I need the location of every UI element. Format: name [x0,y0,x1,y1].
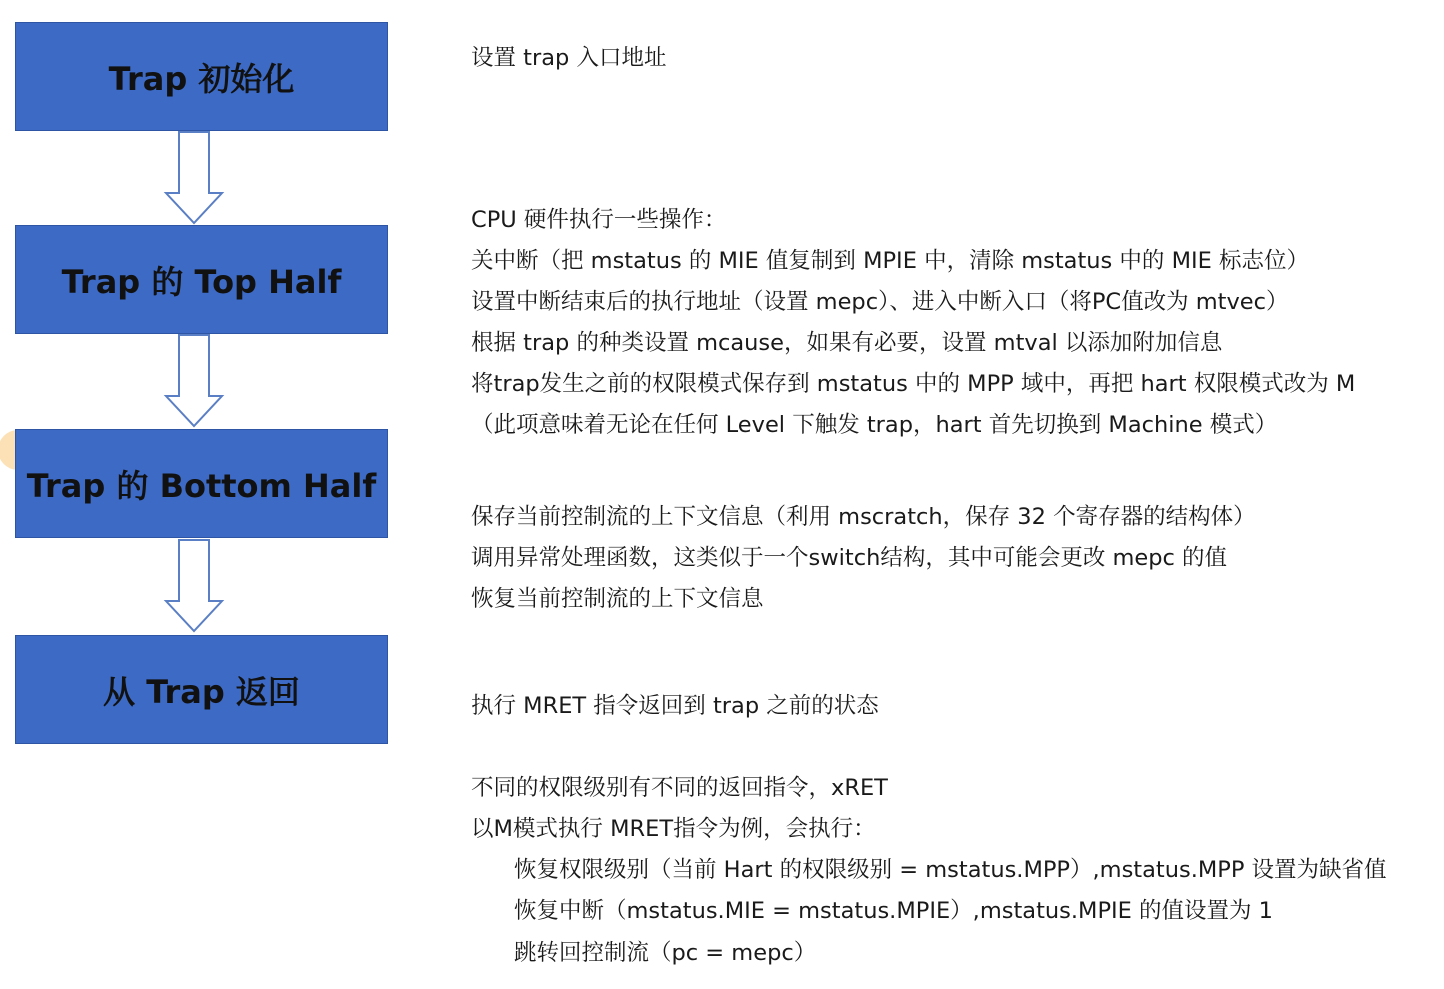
down-arrow-icon [163,539,225,633]
note-return-line: 执行 MRET 指令返回到 trap 之前的状态 [471,693,879,719]
note-init-line: 设置 trap 入口地址 [471,45,667,71]
note-xret-step: 跳转回控制流（pc = mepc） [514,940,817,966]
note-top-half-line: 关中断（把 mstatus 的 MIE 值复制到 MPIE 中，清除 mstatus 中的 MIE 标志位） [471,248,1309,274]
note-bottom-half-line: 保存当前控制流的上下文信息（利用 mscratch，保存 32 个寄存器的结构体） [471,504,1256,530]
note-top-half-line: 将trap发生之前的权限模式保存到 mstatus 中的 MPP 域中，再把 hart 权限模式改为 M [471,371,1356,397]
down-arrow-icon [163,131,225,225]
note-xret-line: 以M模式执行 MRET指令为例，会执行： [471,816,876,842]
note-bottom-half-line: 调用异常处理函数，这类似于一个switch结构，其中可能会更改 mepc 的值 [471,545,1228,571]
note-bottom-half-line: 恢复当前控制流的上下文信息 [471,586,764,612]
note-xret-step: 恢复权限级别（当前 Hart 的权限级别 = mstatus.MPP）,mstatus.MPP 设置为缺省值 [514,857,1387,883]
note-top-half-line: 设置中断结束后的执行地址（设置 mepc）、进入中断入口（将PC值改为 mtvec） [471,289,1289,315]
note-top-half-line: （此项意味着无论在任何 Level 下触发 trap，hart 首先切换到 Machine 模式） [471,412,1278,438]
note-top-half-line: 根据 trap 的种类设置 mcause，如果有必要，设置 mtval 以添加附加信息 [471,330,1223,356]
flow-step-return [15,635,388,744]
flow-step-label: Trap 初始化 [108,59,295,98]
note-xret-line: 不同的权限级别有不同的返回指令，xRET [471,775,888,801]
flow-step-top-half [15,225,388,334]
note-top-half-line: CPU 硬件执行一些操作： [471,207,727,233]
flow-step-label: Trap 的 Top Half [61,262,342,301]
down-arrow-icon [163,334,225,428]
note-xret-step: 恢复中断（mstatus.MIE = mstatus.MPIE）,mstatus.MPIE 的值设置为 1 [514,898,1273,924]
flow-step-label: Trap 的 Bottom Half [26,466,377,505]
flow-step-bottom-half [15,429,388,538]
flow-step-label: 从 Trap 返回 [103,672,300,711]
flow-step-trap-init [15,22,388,131]
